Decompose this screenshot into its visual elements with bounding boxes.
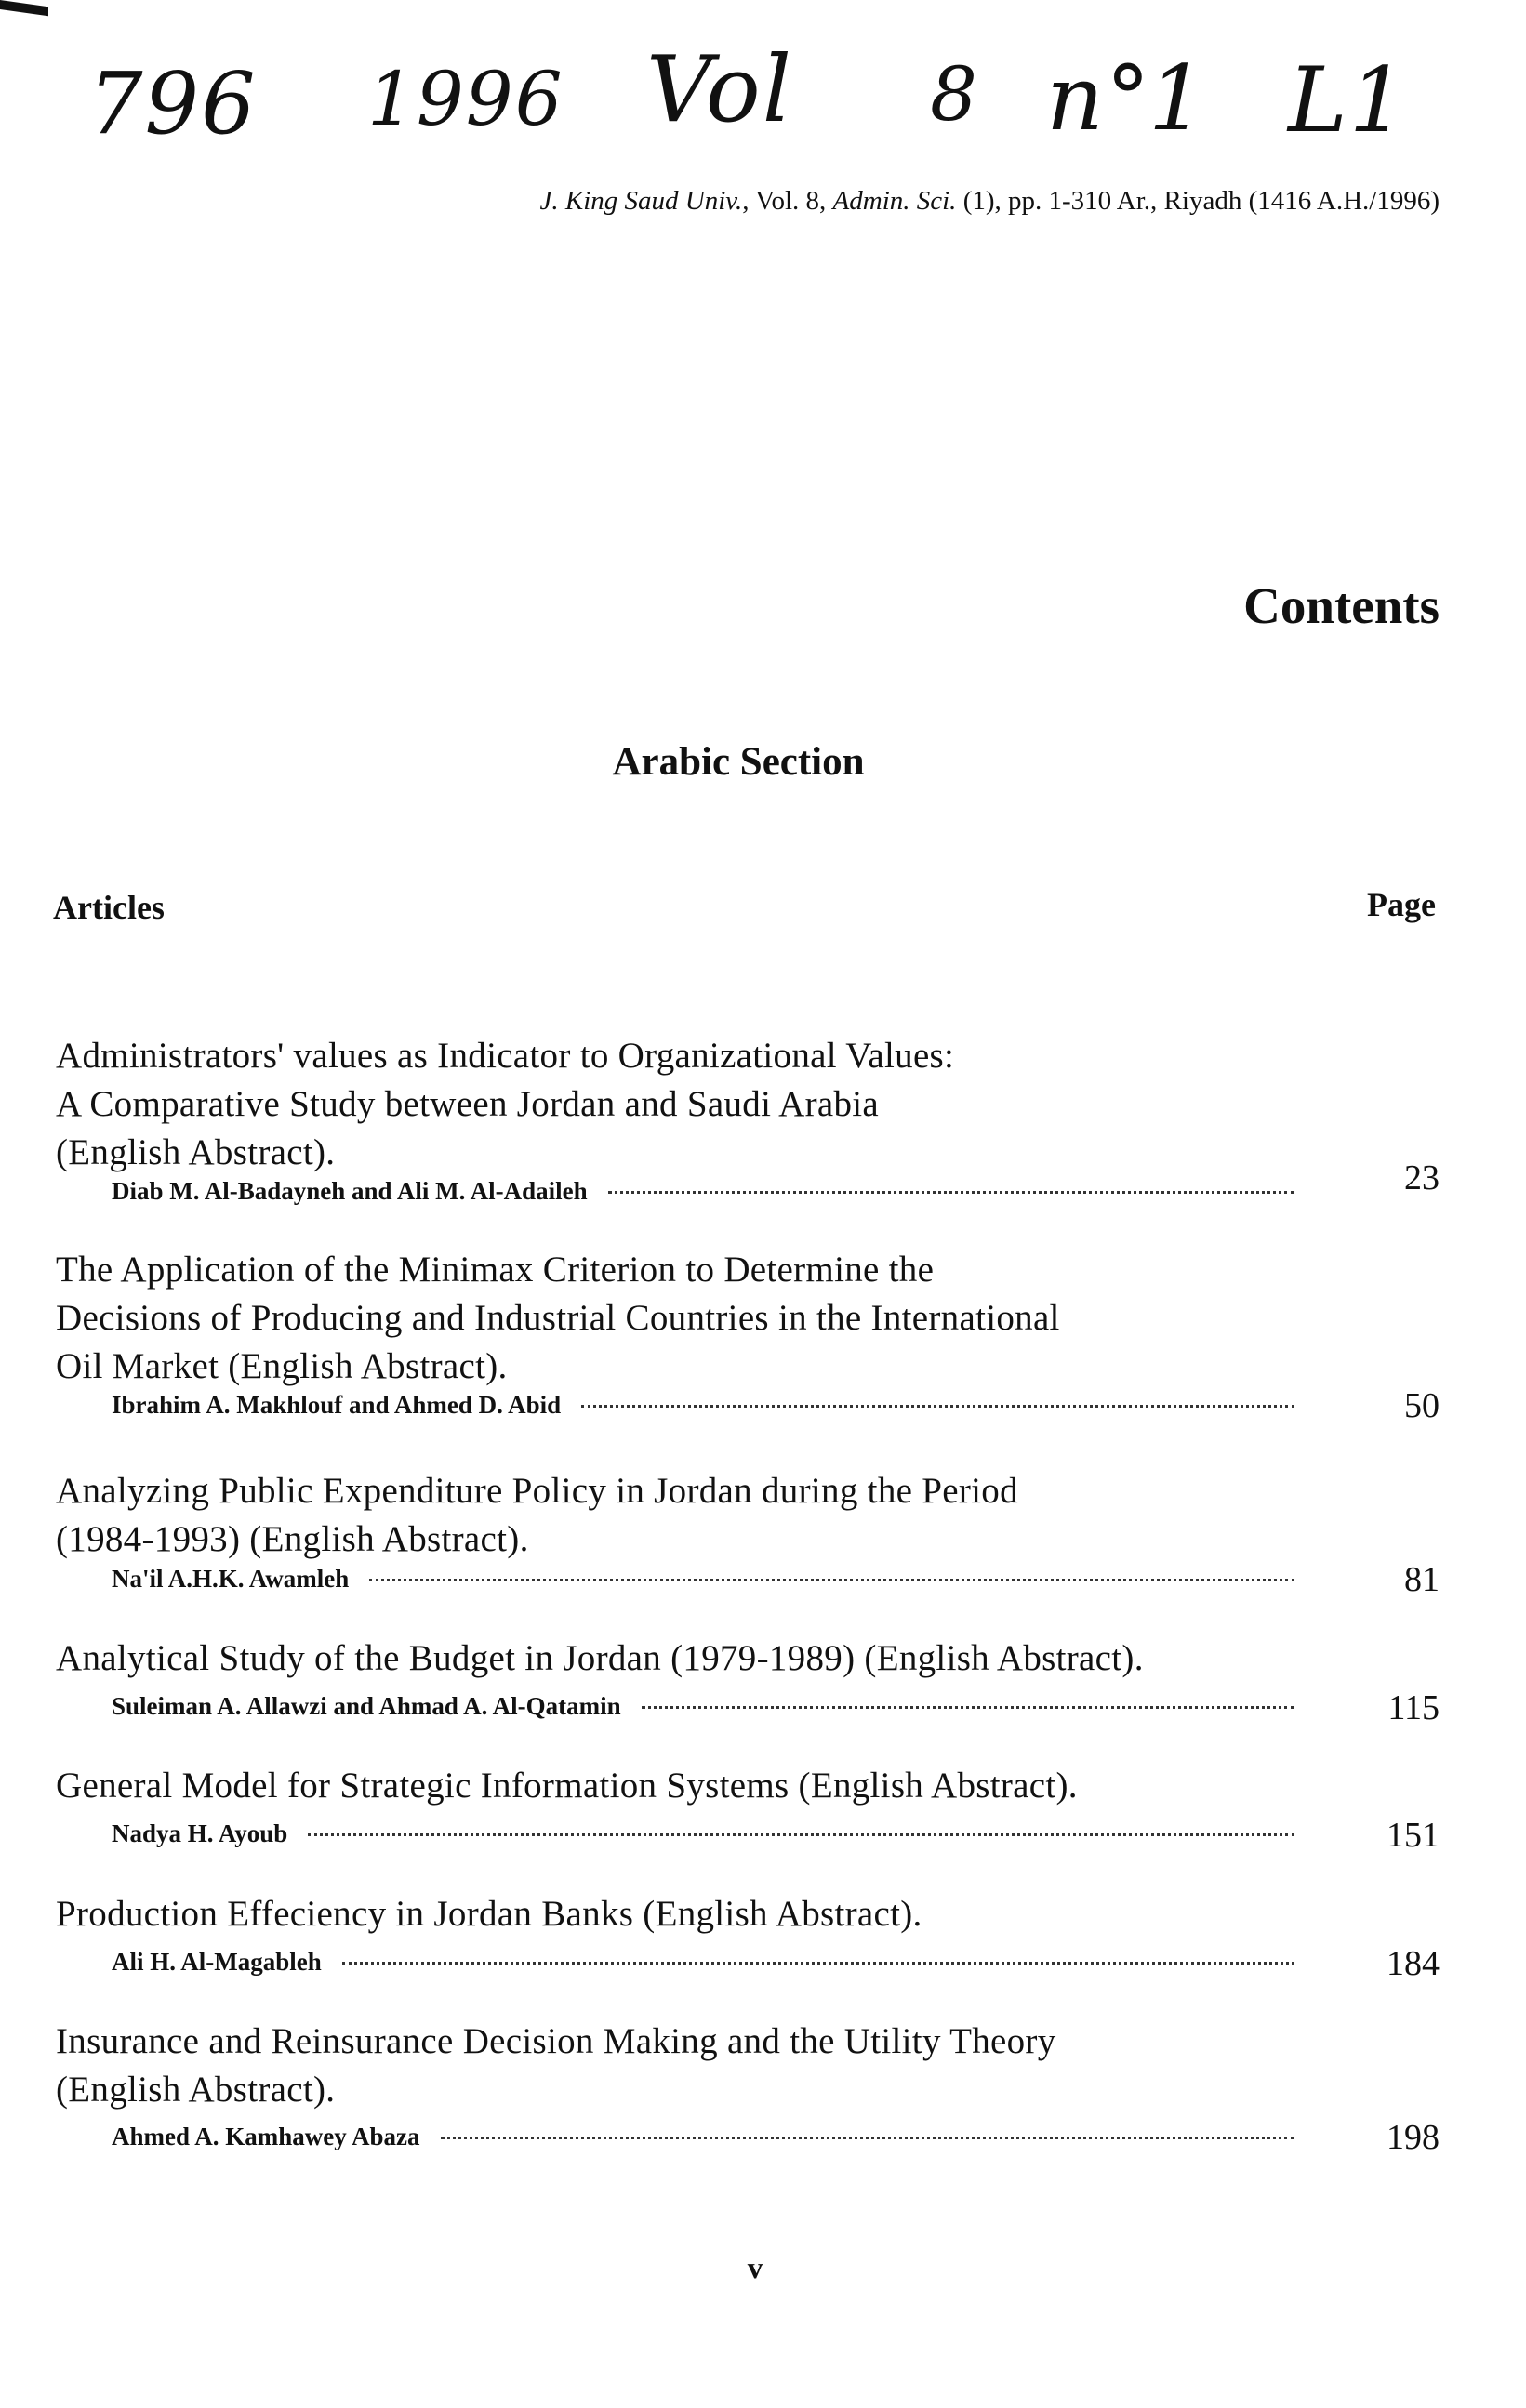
hw-issue-label: n°	[1046, 46, 1152, 151]
entry-title	[56, 1246, 1265, 1391]
page-column-header: Page	[1367, 886, 1436, 923]
journal-volume: , Vol. 8,	[742, 186, 833, 216]
hw-vol-number: 8	[930, 51, 979, 138]
entry-title-line: Insurance and Reinsurance Decision Making and the Utility Theory	[56, 2021, 1056, 2061]
entry-authors: Ibrahim A. Makhlouf and Ahmed D. Abid	[112, 1391, 562, 1419]
hw-call-number: 796	[88, 54, 258, 153]
entry-title	[56, 1467, 1265, 1564]
entry-authors: Suleiman A. Allawzi and Ahmad A. Al-Qatamin	[112, 1692, 621, 1720]
entry-title	[56, 2018, 1265, 2114]
journal-details: (1), pp. 1-310 Ar., Riyadh (1416 A.H./1996)	[956, 186, 1440, 216]
contents-title: Contents	[1243, 577, 1440, 634]
entry-title-line: Analytical Study of the Budget in Jordan (1979-1989) (English Abstract).	[56, 1638, 1144, 1678]
entry-title	[56, 1634, 1265, 1683]
hw-issue-number: 1	[1148, 46, 1208, 151]
entry-authors: Na'il A.H.K. Awamleh	[112, 1565, 350, 1593]
entry-authors: Nadya H. Ayoub	[112, 1819, 288, 1847]
scan-corner-mark	[0, 0, 48, 16]
entry-title-line: Analyzing Public Expenditure Policy in Jordan during the Period	[56, 1471, 1018, 1511]
hw-shelf-mark: L1	[1288, 48, 1408, 152]
entry-title-line: A Comparative Study between Jordan and Saudi Arabia	[56, 1084, 880, 1124]
section-title: Arabic Section	[612, 740, 865, 784]
entry-page-number: 115	[1387, 1688, 1440, 1727]
entry-title-line: The Application of the Minimax Criterion to Determine the	[56, 1250, 935, 1290]
articles-column-header: Articles	[53, 889, 165, 926]
entry-page-number: 198	[1387, 2118, 1440, 2157]
entry-title-line: Oil Market (English Abstract).	[56, 1346, 508, 1386]
entry-title-line: (English Abstract).	[56, 1132, 336, 1172]
journal-series: Admin. Sci.	[832, 186, 957, 216]
entry-authors: Ali H. Al-Magableh	[112, 1948, 322, 1976]
entry-title-line: Production Effeciency in Jordan Banks (English Abstract).	[56, 1894, 922, 1934]
entry-title	[56, 1890, 1265, 1938]
handwritten-annotation	[88, 37, 1483, 177]
entry-page-number: 23	[1404, 1158, 1440, 1197]
hw-vol: Vol	[646, 37, 794, 143]
entry-page-number: 81	[1404, 1560, 1440, 1599]
entry-title-line: Decisions of Producing and Industrial Countries in the International	[56, 1298, 1060, 1338]
entry-title	[56, 1032, 1265, 1177]
entry-authors: Ahmed A. Kamhawey Abaza	[112, 2123, 420, 2150]
entry-authors: Diab M. Al-Badayneh and Ali M. Al-Adaileh	[112, 1177, 588, 1205]
entry-page-number: 184	[1387, 1944, 1440, 1983]
entry-title-line: (English Abstract).	[56, 2070, 336, 2110]
journal-reference	[0, 186, 1440, 217]
journal-name: J. King Saud Univ.	[539, 186, 743, 216]
entry-page-number: 151	[1387, 1816, 1440, 1855]
entry-title	[56, 1762, 1265, 1810]
hw-year: 1996	[367, 56, 564, 142]
entry-title-line: General Model for Strategic Information Systems (English Abstract).	[56, 1766, 1078, 1806]
entry-page-number: 50	[1404, 1386, 1440, 1425]
entry-title-line: (1984-1993) (English Abstract).	[56, 1519, 529, 1559]
footer-page-number: v	[747, 2252, 763, 2285]
entry-title-line: Administrators' values as Indicator to Organizational Values:	[56, 1036, 955, 1076]
